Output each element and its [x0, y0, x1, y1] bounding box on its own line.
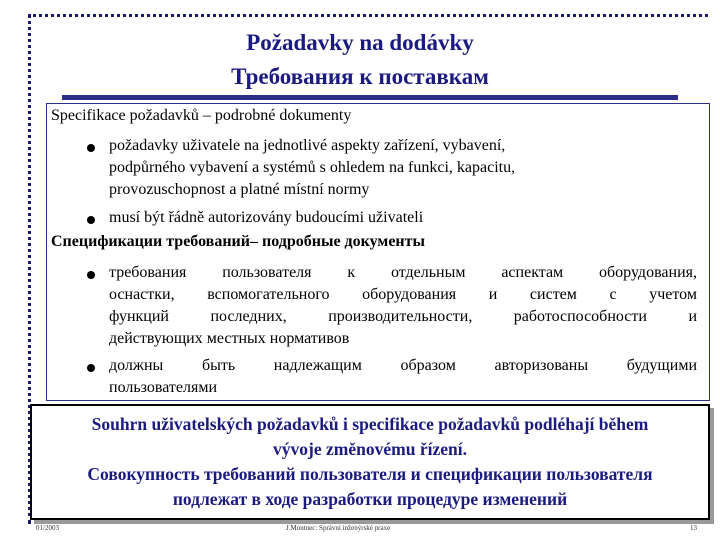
summary-line: подлежат в ходе разработки процедуре изменений	[172, 489, 568, 509]
bullet-text-line: požadavky uživatele na jednotlivé aspekty zařízení, vybavení,	[109, 137, 506, 154]
top-dotted-border	[28, 14, 708, 17]
bullet-text-line: musí být řádně autorizovány budoucími uživateli	[109, 209, 424, 226]
footer-date: 01/2003	[36, 524, 59, 532]
bullet-text-line: действующих местных нормативов	[109, 330, 350, 347]
bullet-text-line: требования пользователя к отдельным аспектам оборудования,	[109, 264, 697, 281]
bullet-text-line: podpůrného vybavení a systémů s ohledem na funkci, kapacitu,	[109, 159, 516, 176]
summary-line: Совокупность требований пользователя и спецификации пользователя	[87, 464, 653, 484]
bullet-text-line: функций последних, производительности, работоспособности и	[109, 308, 697, 325]
bullet-text-line: provozuschopnost a platné místní normy	[109, 181, 370, 198]
bullet-dot	[87, 216, 95, 224]
bullet-dot	[87, 144, 95, 152]
section-heading-russian: Спецификации требований– подробные документы	[51, 233, 425, 250]
title-underline	[62, 95, 678, 100]
bullet-text-line: оснастки, вспомогательного оборудования и систем с учетом	[109, 286, 697, 303]
bullet-dot	[87, 271, 95, 279]
summary-box	[30, 404, 710, 520]
bullet-text-line: пользователями	[109, 379, 218, 396]
bullet-dot	[87, 364, 95, 372]
bullet-text-line: должны быть надлежащим образом авторизованы будущими	[109, 357, 697, 374]
slide-title-russian: Требования к поставкам	[231, 64, 489, 89]
summary-line: vývoje změnovému řízení.	[273, 439, 467, 459]
footer-page-number: 13	[690, 524, 697, 532]
content-box	[46, 103, 710, 401]
footer-author: J.Montnec: Správní inženýrské praxe	[286, 524, 391, 532]
slide-title-czech: Požadavky na dodávky	[246, 30, 474, 55]
summary-line: Souhrn uživatelských požadavků i specifikace požadavků podléhají během	[91, 414, 649, 434]
section-heading-czech: Specifikace požadavků – podrobné dokumenty	[51, 107, 352, 124]
